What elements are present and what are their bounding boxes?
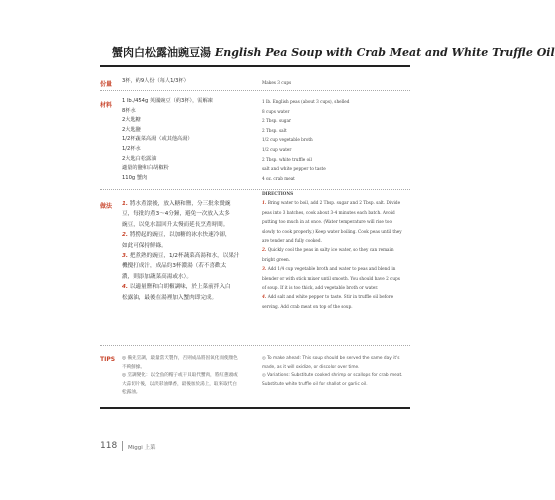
step-zh: 1. 將水煮滾後，放入糖和鹽，分三批汆燙豌 xyxy=(122,201,231,207)
tips-zh xyxy=(122,355,238,398)
author-name: Miggi 上菜 xyxy=(128,445,156,451)
step-en: 1. Bring water to boil, add 2 Tbsp. sugar and 2 Tbsp. salt. Divide xyxy=(262,200,401,206)
top-rule xyxy=(100,65,410,67)
method-label: 做法 xyxy=(100,203,113,210)
recipe-title-en: English Pea Soup with Crab Meat and White Truffle Oil xyxy=(214,46,555,59)
servings-zh: 3杯，約9人份（每人1/3杯） xyxy=(122,78,189,84)
bottom-rule xyxy=(100,407,410,409)
divider xyxy=(100,345,410,346)
ingredients-label: 材料 xyxy=(100,102,113,109)
ingredient-zh: 適量的鹽和白胡椒粉 xyxy=(122,165,169,172)
ingredient-zh: 8杯水 xyxy=(122,107,136,114)
tip-zh-line: 大蒜切片後，以淡彩油爆香，最後加於湯上，取來取代白 xyxy=(122,381,237,387)
ingredient-zh: 1/2杯水 xyxy=(122,145,141,152)
tips-label: TIPS xyxy=(100,356,116,363)
tip-zh-line: ◎ 備先烹調，最量當天製作，否則成品將因氧化而使顏色 xyxy=(122,356,238,361)
step-en: 4. Add salt and white pepper to taste. Stir in truffle oil before xyxy=(262,294,394,300)
step-en: 3. Add 1/4 cup vegetable broth and water to peas and blend in xyxy=(262,266,396,272)
method-zh-steps xyxy=(122,199,240,303)
servings-label: 份量 xyxy=(100,81,113,88)
step-en-cont: slowly to cook properly.) Keep water boiling. Cook peas until they xyxy=(262,228,402,234)
step-en-cont: bright green. xyxy=(262,256,291,262)
ingredient-zh: 2大匙白松露油 xyxy=(122,155,157,162)
ingredient-zh: 2大匙糖 xyxy=(122,117,141,124)
tip-zh-line: 不夠鮮綠。 xyxy=(122,364,145,370)
ingredient-zh: 1/2杯蔬菜高湯（或其他高湯） xyxy=(122,136,193,143)
step-en-cont: peas into 3 batches, cook about 3-4 minutes each batch. Avoid xyxy=(262,209,395,215)
tip-en-line: ◎ Variations: Substitute cooked shrimp or scallops for crab meat. xyxy=(262,373,403,379)
method-en-steps xyxy=(262,189,412,311)
step-zh-cont: 豆，每批約煮3～4分鐘，避免一次放入太多 xyxy=(122,211,230,218)
step-en-cont: serving. Add crab meat on top of the soup. xyxy=(262,303,353,309)
recipe-title-zh: 蟹肉白松露油豌豆湯 xyxy=(112,46,211,59)
tip-en-line: made, as it will oxidize, or discolor over time. xyxy=(262,364,360,370)
ingredient-en: 1/2 cup water xyxy=(262,146,292,152)
tip-en-line: ◎ To make ahead: This soup should be served the same day it's xyxy=(262,356,400,361)
ingredient-en: 4 oz. crab meat xyxy=(262,175,295,181)
step-en: 2. Quickly cool the peas in salty ice water, so they can remain xyxy=(262,247,394,253)
ingredient-en: 2 Tbsp. white truffle oil xyxy=(262,156,312,162)
divider xyxy=(100,90,410,91)
directions-heading: DIRECTIONS xyxy=(262,191,294,196)
ingredient-en: salt and white pepper to taste xyxy=(262,166,326,172)
step-zh: 3. 把煮熟的豌豆，1/2杯蔬菜高湯和水，以果汁 xyxy=(122,253,240,260)
ingredient-en: 2 Tbsp. sugar xyxy=(262,118,291,124)
step-en-cont: blender or with stick mixer until smooth. You should have 2 cups xyxy=(262,275,400,281)
ingredient-en: 8 cups water xyxy=(262,108,290,114)
ingredients-en-list xyxy=(262,97,412,183)
step-zh-cont: 豌豆，以免水溫回升太慢而延長烹煮時間。 xyxy=(122,221,229,228)
footer-separator xyxy=(122,441,123,451)
servings-en: Makes 3 cups xyxy=(262,80,292,85)
tip-en-line: Substitute white truffle oil for shallot or garlic oil. xyxy=(262,381,368,387)
ingredient-zh: 110g 蟹肉 xyxy=(122,174,148,181)
ingredient-zh: 2大匙鹽 xyxy=(122,126,141,133)
step-en-cont: of soup. If it is too thick, add vegetable broth or water. xyxy=(262,285,379,291)
step-zh-cont: 機攪打成汁，成品約3杯濃湯（若不喜歡太 xyxy=(122,263,227,270)
step-zh-cont: 濃，則添加蔬菜高湯或水）。 xyxy=(122,273,192,280)
ingredient-zh: 1 lb./454g 英國豌豆（約3杯），需解凍 xyxy=(122,98,213,104)
step-en-cont: putting too much in at once. (Water temperature will rise too xyxy=(262,219,392,225)
recipe-title xyxy=(112,44,555,60)
step-en-cont: are tender and fully cooked. xyxy=(262,238,322,244)
tips-en xyxy=(262,355,403,389)
ingredient-en: 1/2 cup vegetable broth xyxy=(262,137,313,143)
ingredients-zh-list xyxy=(122,97,213,183)
tip-zh-line: ◎ 烹調變化：以全魚的帽子或干貝取代蟹肉，將紅蔥頭或 xyxy=(122,373,238,379)
step-zh-cont: 如此可保持鮮綠。 xyxy=(122,242,167,249)
step-zh: 2. 將撈起的豌豆，以加糖的冰水快速冷卻， xyxy=(122,232,231,239)
step-zh: 4. 以適量鹽和白胡椒調味，於上菜前拌入白 xyxy=(122,284,231,291)
ingredient-en: 1 lb. English peas (about 3 cups), shelled xyxy=(262,99,350,104)
tip-zh-line: 松露油。 xyxy=(122,390,141,396)
ingredient-en: 2 Tbsp. salt xyxy=(262,127,287,133)
step-zh-cont: 松露油，最後在湯裡加入蟹肉即完成。 xyxy=(122,294,218,301)
page-number: 118 xyxy=(100,441,118,451)
